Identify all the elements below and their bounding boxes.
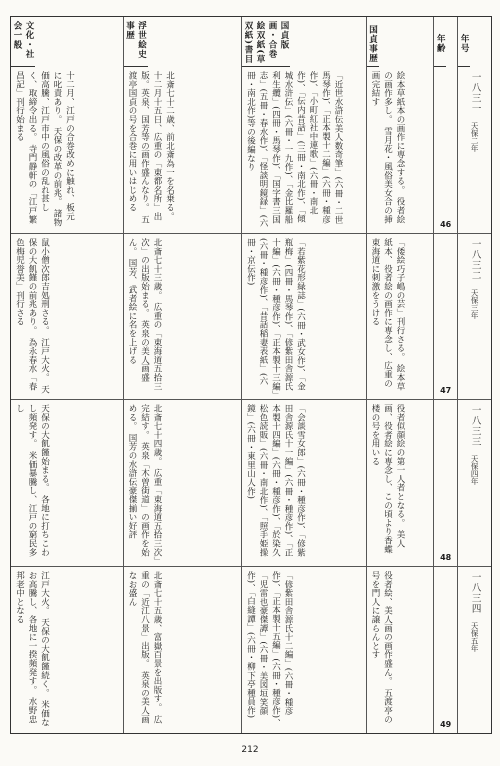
history-cell — [124, 400, 242, 567]
era-text: 天保四年 — [470, 455, 480, 485]
year-cell — [458, 67, 491, 234]
works-text: 「近世水滸伝美人数奇筆」(六冊・二世馬琴作)、「正本製十二編」(六冊・種彦作)、「小町紅社中連歌」(六冊・南北作)、「伝内昔話」(三冊・南北作)、「傾城水浒伝」(六冊・一九作)、「金比羅船利生纜」(四冊・馬琴作)、「国字書三国志」(五冊・春水作)、「怪談明鏡録」(六冊・南北作)等の後編なり — [245, 71, 344, 228]
culture-society-column — [11, 17, 123, 733]
events-cell — [367, 567, 434, 734]
works-column — [241, 17, 365, 733]
history-cell — [124, 67, 242, 234]
year-text: 一八三四 — [469, 571, 481, 614]
age-cell — [434, 234, 457, 401]
events-text: 役者絵、美人画の画作盛ん。 五渡亭の号を門人に譲らんとす — [370, 570, 393, 724]
year-text: 一八三三 — [469, 405, 481, 447]
culture-cell — [11, 67, 123, 234]
era-text: 天保三年 — [470, 288, 480, 319]
culture-text: 天保の大飢饉始まる。 各地に打ちこわし頻発す。 米価暴騰し、江戸の窮民多し — [14, 404, 50, 557]
age-cell — [434, 400, 457, 567]
culture-cell — [11, 234, 123, 401]
works-cell — [242, 234, 365, 401]
history-text: 北斎七十二歳、前北斎為一を名乗る。 十二月十五日、広重の「東都名所」出版。英泉、国芳等の画作盛んなり。 五渡亭国貞の号を合巻に用いはじめる — [127, 71, 175, 224]
age-value: 47 — [440, 386, 452, 395]
works-cell — [242, 400, 365, 567]
age-header: 年齢 — [434, 17, 446, 67]
culture-text: 十二月、江戸の合巻改めに触れ、板元に叱責あり。 天保の改革の前兆。 諸物価高騰、江戸市中の風俗の乱れ甚しく、取締令出る。 寺門静軒の「江戸繁昌記」刊行始まる — [14, 71, 75, 227]
works-header: 国貞版画・合巻絵双紙(草双紙)書目 — [242, 17, 290, 67]
works-cell — [242, 567, 365, 734]
year-cell — [458, 234, 491, 401]
year-text: 一八三一 — [469, 72, 481, 114]
culture-text: 江戸大火。 天保の大飢饉続く。 米価なお高騰し、各地に一揆頻発す。 水野忠邦老中となる — [14, 570, 50, 727]
events-text: 絵本草紙本の画作に専念する。 役者絵の画作多し。 雪月花・風俗美女合の挿画完結す — [370, 71, 406, 224]
era-text: 天保二年 — [470, 122, 480, 152]
history-text: 北斎七十五歳、富嶽百景を出版す。 広重の「近江八景」出版。 英泉の美人画なお盛ん — [127, 570, 163, 724]
history-text: 北斎七十四歳。 広重「東海道五拾三次」完結す。 英泉「木曽街道」の画作を始める。 国芳の水滸伝豪傑揃い好評 — [127, 404, 163, 562]
era-text: 天保五年 — [470, 621, 480, 652]
ukiyoe-history-column — [123, 17, 242, 733]
events-cell — [367, 67, 434, 234]
history-text: 北斎七十三歳。 広重の「東海道五拾三次」の出版始まる。 英泉の美人画盛ん。 国芳、武者絵に名を上げる — [127, 237, 163, 391]
works-text: 「会談雪女郎」(六冊・種彦作)、「偐紫田舎源氏十一編」(六冊・種彦作)、「正本製十四編」(六冊・種彦作)、「於染久松色読販」(六冊・南北作)、「照手姫操鏡」(六冊・東里山人作) — [245, 404, 306, 557]
works-text: 「偐紫田舎源氏十二編」(六冊・種彦作)、「正本製十五編」(六冊・種彦作)、「児雷也豪傑譚」(六冊・美図垣笑顔作)、「白縫譚」(六冊・柳下亭種員作) — [245, 570, 294, 727]
age-cell — [434, 567, 457, 734]
age-value: 49 — [440, 720, 452, 729]
culture-text: 鼠小僧次郎吉処刑さる。 江戸大火。 天保の大飢饉の前兆あり。 為永春水「春色梅児誉美」刊行さる — [14, 237, 50, 394]
age-cell — [434, 67, 457, 234]
history-header: 浮世絵史事歴 — [124, 17, 148, 67]
events-text: 「倭絵巧子嶋の芸」刊行さる。 絵本草紙本、役者絵の画作に専念し、広重の東海道に刺激をうける — [370, 237, 406, 391]
events-header: 国貞事歴 — [367, 17, 379, 67]
history-cell — [124, 234, 242, 401]
year-column — [457, 17, 491, 733]
works-cell — [242, 67, 365, 234]
events-cell — [367, 400, 434, 567]
culture-header: 文化・社会一般 — [11, 17, 35, 67]
age-value: 46 — [440, 219, 452, 229]
page-number: 212 — [241, 745, 259, 755]
age-value: 48 — [440, 552, 452, 562]
chronology-table — [10, 16, 492, 734]
age-column — [433, 17, 457, 733]
kunisada-events-column — [366, 17, 434, 733]
history-cell — [124, 567, 242, 734]
works-text: 「若紫花形緑誌」(六冊・武女作)、「金瓶梅」(四冊・馬琴作)、「偐紫田舎源氏十編」(六冊・種彦作)、「正本製十三編」(六冊・種彦作)、「昔話稲妻表紙」(六冊・京伝作) — [245, 237, 306, 395]
events-cell — [367, 234, 434, 401]
culture-cell — [11, 400, 123, 567]
culture-cell — [11, 567, 123, 734]
year-header: 年号 — [458, 17, 470, 67]
year-text: 一八三二 — [469, 238, 481, 281]
year-cell — [458, 567, 491, 734]
year-cell — [458, 400, 491, 567]
events-text: 役者似顔絵の第一人者となる。 美人画、役者絵に専念し、この頃より香蝶楼の号を用いる — [370, 404, 406, 554]
